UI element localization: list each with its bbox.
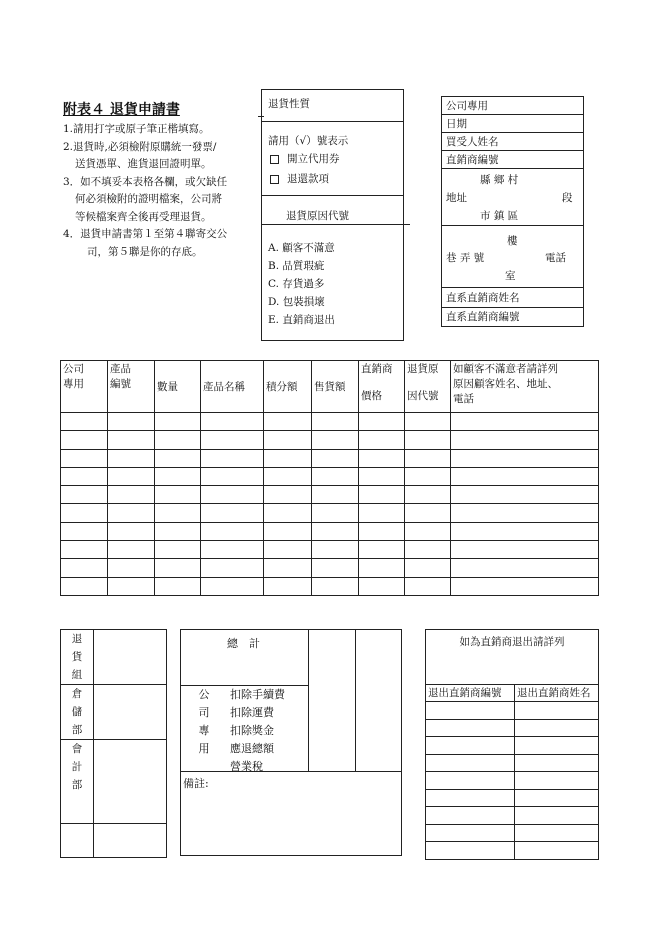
table-row (426, 754, 599, 772)
table-cell[interactable] (312, 431, 359, 449)
return-group-sign[interactable] (94, 630, 167, 685)
exit-col-header: 退出直銷商編號 (426, 685, 515, 702)
deduction-item: 應退總額 (230, 742, 274, 755)
table-row (426, 737, 599, 755)
col-header: 積分額 (264, 361, 312, 413)
table-cell[interactable] (61, 486, 108, 504)
blank-cell[interactable] (61, 824, 94, 858)
company-use-label: 公司專用 (442, 97, 583, 115)
table-cell[interactable] (359, 486, 405, 504)
buyer-name-field[interactable]: 買受人姓名 (442, 133, 583, 151)
return-type-title: 退貨性質 (268, 98, 310, 110)
table-cell[interactable] (312, 486, 359, 504)
table-cell[interactable] (405, 504, 451, 522)
table-cell[interactable] (264, 504, 312, 522)
col-header: 退貨原 因代號 (405, 361, 451, 413)
table-cell[interactable] (359, 431, 405, 449)
table-cell[interactable] (264, 522, 312, 540)
table-cell[interactable] (61, 504, 108, 522)
return-group-label: 退 貨 組 (61, 630, 94, 685)
company-use-label: 公 司 專 用 (198, 688, 210, 755)
table-row (61, 541, 599, 559)
divider (262, 121, 403, 122)
total-label: 總 計 (227, 637, 260, 650)
company-use-box (441, 96, 584, 327)
table-cell[interactable] (108, 541, 155, 559)
table-cell[interactable] (515, 807, 599, 825)
instruction-line: 2.退貨時,必須檢附原購統一發票/ (63, 140, 217, 153)
totals-box (180, 629, 402, 856)
table-cell[interactable] (451, 467, 599, 485)
upline-id-field[interactable]: 直系直銷商編號 (446, 311, 520, 323)
table-row (61, 431, 599, 449)
table-cell[interactable] (405, 522, 451, 540)
col-header: 如顧客不滿意者請詳列 原因顧客姓名、地址、 電話 (451, 361, 599, 413)
instruction-line: 送貨憑單、進貨退回證明單。 (75, 158, 212, 170)
divider (181, 771, 401, 772)
table-cell[interactable] (201, 504, 264, 522)
col-header: 公司 專用 (61, 361, 108, 413)
table-cell[interactable] (451, 449, 599, 467)
table-cell[interactable] (108, 577, 155, 595)
table-cell[interactable] (451, 522, 599, 540)
warehouse-label: 倉 儲 部 (61, 685, 94, 740)
table-row (61, 486, 599, 504)
reason-item: C. 存貨過多 (268, 278, 325, 290)
option-refund[interactable] (270, 171, 329, 186)
table-cell[interactable] (515, 842, 599, 860)
table-cell[interactable] (312, 577, 359, 595)
table-cell[interactable] (312, 504, 359, 522)
distributor-id-field[interactable]: 直銷商編號 (442, 151, 583, 169)
deduction-item: 營業稅 (230, 760, 263, 773)
exit-col-header: 退出直銷商姓名 (515, 685, 599, 702)
table-cell[interactable] (405, 486, 451, 504)
table-cell[interactable] (201, 577, 264, 595)
table-cell[interactable] (108, 504, 155, 522)
table-cell[interactable] (155, 467, 201, 485)
table-cell[interactable] (61, 431, 108, 449)
date-field[interactable]: 日期 (442, 115, 583, 133)
table-cell[interactable] (201, 541, 264, 559)
table-cell[interactable] (264, 449, 312, 467)
table-cell[interactable] (108, 559, 155, 577)
reason-item: E. 直銷商退出 (268, 314, 335, 326)
table-cell[interactable] (155, 541, 201, 559)
table-row (426, 719, 599, 737)
table-cell[interactable] (426, 772, 515, 790)
table-cell[interactable] (108, 431, 155, 449)
table-cell[interactable] (312, 413, 359, 431)
table-cell[interactable] (515, 772, 599, 790)
divider (355, 630, 356, 771)
address-field[interactable] (442, 169, 583, 226)
table-cell[interactable] (312, 541, 359, 559)
table-cell[interactable] (405, 413, 451, 431)
table-cell[interactable] (264, 486, 312, 504)
table-cell[interactable] (515, 702, 599, 720)
accounting-sign[interactable] (94, 740, 167, 824)
items-table (60, 360, 599, 596)
table-cell[interactable] (515, 824, 599, 842)
table-cell[interactable] (264, 541, 312, 559)
table-cell[interactable] (155, 431, 201, 449)
table-cell[interactable] (155, 486, 201, 504)
upline-name-field[interactable]: 直系直銷商姓名 (442, 288, 583, 308)
table-cell[interactable] (108, 413, 155, 431)
table-cell[interactable] (312, 522, 359, 540)
table-cell[interactable] (359, 577, 405, 595)
table-cell[interactable] (426, 754, 515, 772)
table-row (426, 789, 599, 807)
table-cell[interactable] (155, 449, 201, 467)
table-row (61, 559, 599, 577)
instruction-line: 等候檔案齊全後再受理退貨。 (75, 210, 212, 223)
table-row (61, 577, 599, 595)
instructions (63, 121, 251, 261)
table-cell[interactable] (359, 559, 405, 577)
table-cell[interactable] (108, 522, 155, 540)
table-cell[interactable] (264, 413, 312, 431)
reason-code-title: 退貨原因代號 (286, 210, 349, 222)
approval-table (60, 629, 167, 858)
table-cell[interactable] (451, 541, 599, 559)
table-row (61, 413, 599, 431)
lane-label: 巷 弄 號 (446, 252, 485, 264)
table-cell[interactable] (359, 467, 405, 485)
table-cell[interactable] (61, 449, 108, 467)
return-type-box (261, 89, 404, 341)
phone-label: 電話 (545, 252, 566, 264)
divider (262, 195, 403, 196)
deduction-item: 扣除獎金 (230, 724, 274, 737)
table-cell[interactable] (426, 737, 515, 755)
table-cell[interactable] (312, 449, 359, 467)
table-cell[interactable] (155, 559, 201, 577)
table-cell[interactable] (61, 413, 108, 431)
table-cell[interactable] (201, 559, 264, 577)
table-cell[interactable] (312, 559, 359, 577)
instruction-line: 3．如不填妥本表格各欄，或欠缺任 (63, 175, 228, 188)
divider (262, 224, 410, 225)
exit-table (425, 629, 599, 860)
table-cell[interactable] (155, 522, 201, 540)
table-cell[interactable] (201, 413, 264, 431)
table-cell[interactable] (515, 789, 599, 807)
table-cell[interactable] (155, 413, 201, 431)
deduction-item: 扣除運費 (230, 706, 274, 719)
blank-cell[interactable] (94, 824, 167, 858)
table-cell[interactable] (426, 789, 515, 807)
exit-title: 如為直銷商退出請詳列 (426, 630, 599, 685)
table-cell[interactable] (201, 449, 264, 467)
table-cell[interactable] (312, 467, 359, 485)
table-cell[interactable] (264, 559, 312, 577)
table-cell[interactable] (61, 467, 108, 485)
table-row (61, 449, 599, 467)
table-cell[interactable] (264, 577, 312, 595)
table-cell[interactable] (359, 522, 405, 540)
table-cell[interactable] (201, 522, 264, 540)
instruction-line: 4．退貨申請書第１至第４聯寄交公 (63, 228, 228, 240)
table-cell[interactable] (451, 413, 599, 431)
table-cell[interactable] (264, 431, 312, 449)
table-cell[interactable] (108, 467, 155, 485)
table-cell[interactable] (451, 486, 599, 504)
table-row (61, 504, 599, 522)
address-label: 地址 (446, 192, 467, 204)
table-row (426, 807, 599, 825)
divider (308, 630, 309, 771)
table-cell[interactable] (405, 449, 451, 467)
table-cell[interactable] (405, 431, 451, 449)
address-county: 縣 鄉 村 (480, 174, 519, 186)
instruction-line: 何必須檢附的證明檔案，公司將 (75, 193, 222, 205)
option-voucher[interactable] (270, 151, 340, 166)
table-cell[interactable] (451, 504, 599, 522)
address-section: 段 (562, 192, 573, 204)
table-row (61, 522, 599, 540)
col-header: 直銷商 價格 (359, 361, 405, 413)
table-cell[interactable] (426, 824, 515, 842)
table-cell[interactable] (61, 541, 108, 559)
table-cell[interactable] (426, 842, 515, 860)
table-cell[interactable] (451, 559, 599, 577)
table-cell[interactable] (426, 807, 515, 825)
option-label: 退還款項 (287, 173, 329, 185)
table-cell[interactable] (515, 719, 599, 737)
address-city: 市 鎮 區 (480, 210, 519, 222)
table-cell[interactable] (61, 559, 108, 577)
table-row (426, 842, 599, 860)
table-cell[interactable] (201, 486, 264, 504)
warehouse-sign[interactable] (94, 685, 167, 740)
room-label: 室 (505, 270, 516, 282)
table-cell[interactable] (359, 541, 405, 559)
remarks-label: 備註: (183, 777, 209, 790)
table-cell[interactable] (108, 486, 155, 504)
col-header: 數量 (155, 361, 201, 413)
reason-item: B. 品質瑕疵 (268, 260, 325, 272)
table-cell[interactable] (405, 467, 451, 485)
table-cell[interactable] (515, 754, 599, 772)
table-cell[interactable] (359, 413, 405, 431)
deduction-item: 扣除手續費 (230, 688, 285, 701)
instruction-line: 1.請用打字或原子筆正楷填寫。 (63, 123, 210, 135)
table-cell[interactable] (61, 522, 108, 540)
table-cell[interactable] (155, 504, 201, 522)
table-cell[interactable] (451, 577, 599, 595)
checkbox-icon[interactable] (270, 155, 279, 164)
table-cell[interactable] (405, 559, 451, 577)
table-row (426, 824, 599, 842)
table-cell[interactable] (155, 577, 201, 595)
address-detail-field[interactable] (442, 226, 583, 288)
table-cell[interactable] (201, 467, 264, 485)
table-row (61, 467, 599, 485)
table-cell[interactable] (451, 431, 599, 449)
table-cell[interactable] (515, 737, 599, 755)
table-cell[interactable] (61, 577, 108, 595)
deductions-list (230, 686, 285, 776)
option-label: 開立代用券 (287, 153, 340, 165)
col-header: 售貨額 (312, 361, 359, 413)
table-cell[interactable] (359, 504, 405, 522)
accounting-label: 會 計 部 (61, 740, 94, 824)
col-header: 產品 編號 (108, 361, 155, 413)
table-cell[interactable] (359, 449, 405, 467)
table-cell[interactable] (405, 541, 451, 559)
table-row (426, 772, 599, 790)
floor-label: 樓 (507, 235, 518, 247)
table-cell[interactable] (405, 577, 451, 595)
reason-item: D. 包裝損壞 (268, 296, 325, 308)
form-title: 附表４ 退貨申請書 (63, 102, 180, 118)
table-cell[interactable] (264, 467, 312, 485)
col-header: 產品名稱 (201, 361, 264, 413)
table-cell[interactable] (426, 702, 515, 720)
table-cell[interactable] (201, 431, 264, 449)
reason-item: A. 顧客不滿意 (268, 242, 335, 254)
table-row (426, 702, 599, 720)
mark-hint: 請用（√）號表示 (268, 135, 349, 147)
instruction-line: 司，第５聯是你的存底。 (87, 245, 203, 258)
table-cell[interactable] (108, 449, 155, 467)
table-cell[interactable] (426, 719, 515, 737)
checkbox-icon[interactable] (270, 175, 279, 184)
